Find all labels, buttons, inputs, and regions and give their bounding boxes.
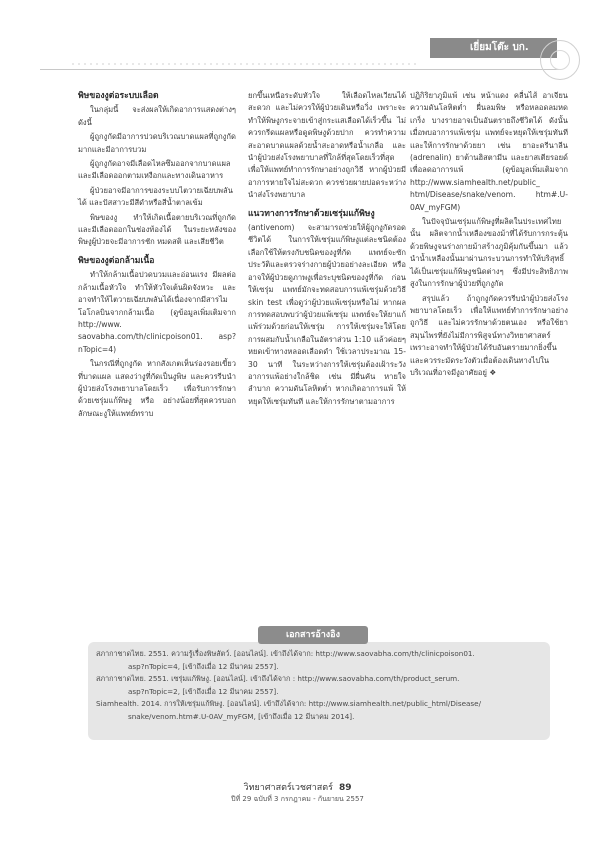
references-list bbox=[96, 648, 548, 723]
article-column-2 bbox=[248, 90, 406, 410]
reference-text: Siamhealth. 2014. การให้เซรุ่มแก้พิษงู. [ออนไลน์]. เข้าถึงได้จาก: http://www.siamhealth.net/public_html/Disease/ bbox=[96, 699, 482, 708]
section-heading: พิษของงูต่อระบบเลือด bbox=[78, 91, 159, 101]
magazine-name: วิทยาศาสตร์เวชศาสตร์ bbox=[243, 783, 333, 793]
article-column-1 bbox=[78, 90, 236, 422]
footer-magazine-line bbox=[0, 780, 595, 794]
header-dot-divider bbox=[70, 62, 420, 66]
paragraph: สรุปแล้ว ถ้าถูกงูกัดควรรีบนำผู้ป่วยส่งโรงพยาบาลโดยเร็ว เพื่อให้แพทย์ทำการรักษาอย่างถูกวิธี และไม่ควรรักษาด้วยตนเอง หรือใช้ยาสมุนไพรที่ยังไม่มีการพิสูจน์ทางวิทยาศาสตร์ เพราะอาจทำให้ผู้ป่วยได้รับอันตรายมากยิ่งขึ้น และควรระมัดระวังตัวเมื่อต้องเดินทางไปในบริเวณที่อาจมีงูอาศัยอยู่ ❖ bbox=[410, 293, 568, 377]
page-number: 89 bbox=[338, 783, 352, 793]
header-circle-inner-decoration bbox=[550, 50, 570, 70]
reference-text-continued: asp?nTopic=4, [เข้าถึงเมื่อ 12 มีนาคม 2557]. bbox=[128, 661, 279, 671]
paragraph: ในกรณีที่ถูกงูกัด หากสังเกตเห็นร่องรอยเขี้ยวที่บาดแผล แสดงว่างูที่กัดเป็นงูพิษ และควรรีบนำผู้ป่วยส่งโรงพยาบาลโดยเร็ว เพื่อรับการรักษาด้วยเซรุ่มแก้พิษงู หรือ อย่างน้อยที่สุดควรบอกลักษณะงูให้แพทย์ทราบ bbox=[78, 359, 236, 418]
reference-text: สภากาชาดไทย. 2551. ความรู้เรื่องพิษสัตว์. [ออนไลน์]. เข้าถึงได้จาก: http://www.saovabha.com/th/clinicpoison01. bbox=[96, 649, 475, 658]
paragraph: ผู้ป่วยอาจมีอาการของระบบไตวายเฉียบพลันได้ และปัสสาวะมีสีดำหรือสีน้ำตาลเข้ม bbox=[78, 185, 233, 208]
reference-text: สภากาชาดไทย. 2551. เซรุ่มแก้พิษงู. [ออนไลน์]. เข้าถึงได้จาก : http://www.saovabha.com/th/product_serum. bbox=[96, 674, 460, 683]
paragraph: ผู้ถูกงูกัดมีอาการปวดบริเวณบาดแผลที่ถูกงูกัดมากและมีอาการบวม bbox=[78, 132, 236, 154]
paragraph: ในกลุ่มนี้ จะส่งผลให้เกิดอาการแสดงต่างๆ ดังนี้ bbox=[78, 105, 236, 127]
reference-item bbox=[96, 648, 548, 673]
section-label: เยี่ยมโต๊ะ บก. bbox=[430, 38, 557, 58]
footer-issue: ปีที่ 29 ฉบับที่ 3 กรกฎาคม - กันยายน 2557 bbox=[231, 795, 364, 803]
section-heading: แนวทางการรักษาด้วยเซรุ่มแก้พิษงู bbox=[248, 208, 375, 219]
header-divider bbox=[40, 69, 560, 70]
paragraph: ในปัจจุบันเซรุ่มแก้พิษงูที่ผลิตในประเทศไทยนั้น ผลิตจากน้ำเหลืองของม้าที่ได้รับการกระตุ้นด้วยพิษงูจนร่างกายม้าสร้างภูมิคุ้มกันขึ้นมา แล้วนำน้ำเหลืองนั้นมาผ่านกระบวนการทำให้บริสุทธิ์ ได้เป็นเซรุ่มแก้พิษงูชนิดต่างๆ ซึ่งมีประสิทธิภาพสูงในการรักษาผู้ป่วยที่ถูกงูกัด bbox=[410, 217, 568, 289]
paragraph: พิษของงู ทำให้เกิดเนื้อตายบริเวณที่ถูกกัด และมีเลือดออกในช่องท้องได้ ในระยะหลังของพิษงูผู้ป่วยจะมีอาการชัก หมดสติ และเสียชีวิต bbox=[78, 212, 236, 247]
references-title: เอกสารอ้างอิง bbox=[258, 626, 368, 644]
paragraph: ปฏิกิริยาภูมิแพ้ เช่น หน้าแดง คลื่นไส้ อาเจียน ความดันโลหิตต่ำ ผื่นลมพิษ หรือหลอดลมหดเกร็ง บางรายอาจเป็นอันตรายถึงชีวิตได้ ดังนั้น เมื่อพบอาการแพ้เซรุ่ม แพทย์จะหยุดให้เซรุ่มทันที และให้การรักษาด้วยยา เช่น ยาอะดรีนาลีน (adrenalin) ยาต้านฮิสตามีน และยาสเตียรอยด์ เพื่อลดอาการแพ้ (ดูข้อมูลเพิ่มเติมจาก http://www.siamhealth.net/public_ html/Disease/snake/venom. htm#.U-0AV_myFGM) bbox=[410, 91, 568, 212]
reference-item bbox=[96, 673, 548, 698]
section-heading: พิษของงูต่อกล้ามเนื้อ bbox=[78, 255, 155, 266]
reference-text-continued: asp?nTopic=2, [เข้าถึงเมื่อ 12 มีนาคม 2557]. bbox=[128, 686, 279, 696]
paragraph: ทำให้กล้ามเนื้อปวดบวมและอ่อนแรง มีผลต่อกล้ามเนื้อหัวใจ ทำให้หัวใจเต้นผิดจังหวะ และอาจทำให้ไตวายเฉียบพลันได้เนื่องจากมีสารไมโอโกลบินจากกล้ามเนื้อ (ดูข้อมูลเพิ่มเติมจาก http://www. saovabha.com/th/clinicpoison01. asp?nTopic=4) bbox=[78, 270, 236, 354]
paragraph: ยกขึ้นเหนือระดับหัวใจ ให้เลือดไหลเวียนได้สะดวก และไม่ควรให้ผู้ป่วยเดินหรือวิ่ง เพราะจะทำให้พิษงูกระจายเข้าสู่กระแสเลือดได้เร็วขึ้น ไม่ควรกรีดแผลหรือดูดพิษงูด้วยปาก ควรทำความสะอาดบาดแผลด้วยน้ำสะอาดหรือน้ำเกลือ และนำผู้ป่วยส่งโรงพยาบาลที่ใกล้ที่สุดโดยเร็วที่สุด เพื่อให้แพทย์ทำการรักษาอย่างถูกวิธี หากผู้ป่วยมีอาการหายใจไม่สะดวก ควรช่วยผายปอดระหว่างนำส่งโรงพยาบาล bbox=[248, 91, 406, 200]
reference-text-continued: snake/venom.htm#.U-0AV_myFGM, [เข้าถึงเมื่อ 12 มีนาคม 2014]. bbox=[128, 711, 355, 721]
paragraph: ผู้ถูกงูกัดอาจมีเลือดไหลซึมออกจากบาดแผล และมีเลือดออกตามเหงือกและทางเดินอาหาร bbox=[78, 159, 231, 181]
reference-item bbox=[96, 698, 548, 723]
paragraph: (antivenom) จะสามารถช่วยให้ผู้ถูกงูกัดรอดชีวิตได้ ในการให้เซรุ่มแก้พิษงูแต่ละชนิดต้องเลือกใช้ให้ตรงกับชนิดของงูที่กัด แพทย์จะซักประวัติและตรวจร่างกายผู้ป่วยอย่างละเอียด หรืออาจให้ผู้ป่วยดูภาพงูเพื่อระบุชนิดของงูที่กัด ก่อนให้เซรุ่ม แพทย์มักจะทดสอบการแพ้เซรุ่มด้วยวิธี skin test เพื่อดูว่าผู้ป่วยแพ้เซรุ่มหรือไม่ หากผลการทดสอบพบว่าผู้ป่วยแพ้เซรุ่ม แพทย์จะให้ยาแก้แพ้ร่วมด้วยก่อนให้เซรุ่ม การให้เซรุ่มจะให้โดยการผสมกับน้ำเกลือในอัตราส่วน 1:10 แล้วค่อยๆ หยดเข้าทางหลอดเลือดดำ ใช้เวลาประมาณ 15-30 นาที ในระหว่างการให้เซรุ่มต้องเฝ้าระวังอาการแพ้อย่างใกล้ชิด เช่น มีผื่นคัน หายใจลำบาก ความดันโลหิตต่ำ หากเกิดอาการแพ้ ให้หยุดให้เซรุ่มทันที และให้การรักษาตามอาการ bbox=[248, 223, 406, 406]
article-column-3 bbox=[410, 90, 568, 381]
